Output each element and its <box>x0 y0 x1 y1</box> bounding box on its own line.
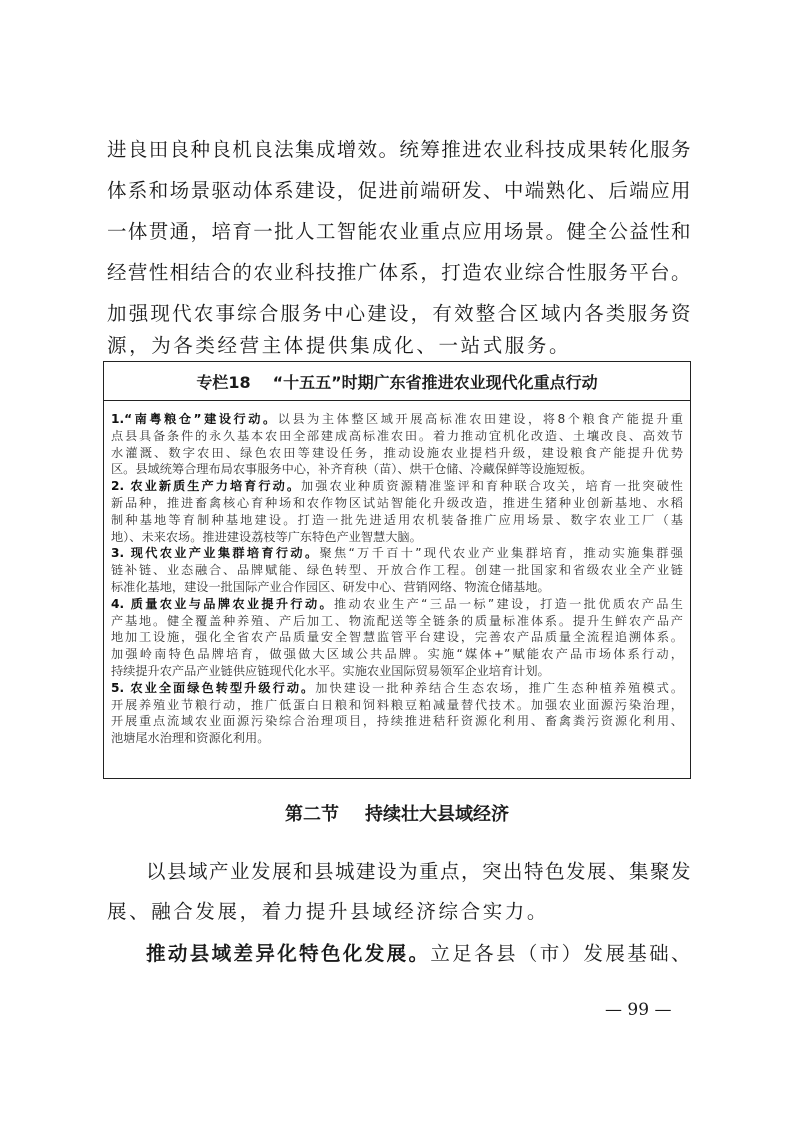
item-text: 聚焦“万千百十”现代农业产业集群培育，推动实施集群强 <box>319 546 683 561</box>
item-text: 加快建设一批种养结合生态农场，推广生态种植养殖模式。 <box>315 680 684 695</box>
item-title: 2. 农业新质生产力培育行动。 <box>111 479 302 494</box>
paragraph-text: 立足各县（市）发展基础、 <box>430 942 691 965</box>
item-text: 区。县域统筹合理布局农事服务中心，补齐育秧（苗）、烘干仓储、冷藏保鲜等设施短板。 <box>111 462 593 477</box>
item-text: 产基地。健全覆盖种养殖、产后加工、物流配送等全链条的质量标准体系。提升生鲜农产品产 <box>111 613 683 628</box>
box-items <box>111 411 683 747</box>
text-line: 进良田良种良机良法集成增效。统筹推进农业科技成果转化服务 <box>107 138 691 161</box>
item-text: 新品种，推进畜禽核心育种场和农作物区试站智能化升级改造，推进生猪种业创新基地、水稻 <box>111 495 683 510</box>
text-line: 展、融合发展，着力提升县域经济综合实力。 <box>107 900 550 923</box>
item-text: 标准化基地，建设一批国际产业合作园区、研发中心、营销网络、物流仓储基地。 <box>111 579 550 594</box>
text-line: 经营性相结合的农业科技推广体系，打造农业综合性服务平台。 <box>107 261 691 284</box>
item-text: 池塘尾水治理和资源化利用。 <box>111 731 270 746</box>
item-text: 开展重点流域农业面源污染综合治理项目，持续推进秸秆资源化利用、畜禽粪污资源化利用、 <box>111 714 683 729</box>
item-text: 水灌溉、数字农田、绿色农田等建设任务，推动设施农业提档升级，建设粮食产能提升优势 <box>111 445 683 460</box>
item-text: 地）、未来农场。推进建设荔枝等广东特色产业智慧大脑。 <box>111 529 422 544</box>
page-number: — 99 — <box>605 1000 672 1020</box>
item-title: 5. 农业全面绿色转型升级行动。 <box>111 680 316 695</box>
paragraph-2 <box>146 942 691 966</box>
item-text: 以县为主体整区域开展高标准农田建设，将8个粮食产能提升重 <box>277 412 683 426</box>
section-title: 持续壮大县域经济 <box>365 804 509 825</box>
item-title: 1.“南粤粮仓”建设行动。 <box>111 412 278 426</box>
box-label: 专栏18 <box>196 373 251 392</box>
item-text: 制种基地等育制种基地建设。打造一批先进适用农机装备推广应用场景、数字农业工厂（基 <box>111 512 683 527</box>
item-text: 加强岭南特色品牌培育，做强做大区域公共品牌。实施“媒体+”赋能农产品市场体系行动， <box>111 647 683 662</box>
text-line: 体系和场景驱动体系建设，促进前端研发、中端熟化、后端应用 <box>107 179 691 202</box>
item-text: 推动农业生产“三品一标”建设，打造一批优质农产品生 <box>334 596 683 611</box>
text-line: 一体贯通，培育一批人工智能农业重点应用场景。健全公益性和 <box>107 220 691 243</box>
divider <box>104 400 690 401</box>
paragraph-lead: 推动县域差异化特色化发展。 <box>146 942 431 965</box>
item-title: 4. 质量农业与品牌农业提升行动。 <box>111 596 335 611</box>
item-text: 加强农业种质资源精准鉴评和育种联合攻关，培育一批突破性 <box>301 479 683 494</box>
item-title: 3. 现代农业产业集群培育行动。 <box>111 546 320 561</box>
box-heading: “十五五”时期广东省推进农业现代化重点行动 <box>272 373 598 392</box>
box-title <box>104 370 690 393</box>
section-heading <box>0 800 794 826</box>
text-line: 源，为各类经营主体提供集成化、一站式服务。 <box>107 334 572 357</box>
feature-box <box>103 361 691 779</box>
section-number: 第二节 <box>285 804 339 825</box>
item-text: 持续提升农产品产业链供应链现代化水平。实施农业国际贸易领军企业培育计划。 <box>111 663 550 678</box>
item-text: 点县具备条件的永久基本农田全部建成高标准农田。着力推动宜机化改造、土壤改良、高效节 <box>111 428 683 443</box>
text-line: 加强现代农事综合服务中心建设，有效整合区域内各类服务资 <box>107 302 691 325</box>
item-text: 链补链、业态融合、品牌赋能、绿色转型、开放合作工程。创建一批国家和省级农业全产业链 <box>111 563 683 578</box>
item-text: 地加工设施，强化全省农产品质量安全智慧监管平台建设，完善农产品质量全流程追溯体系。 <box>111 630 683 645</box>
item-text: 开展养殖业节粮行动，推广低蛋白日粮和饲料粮豆粕减量替代技术。加强农业面源污染治理， <box>111 697 683 712</box>
text-line: 以县域产业发展和县城建设为重点，突出特色发展、集聚发 <box>146 860 691 883</box>
